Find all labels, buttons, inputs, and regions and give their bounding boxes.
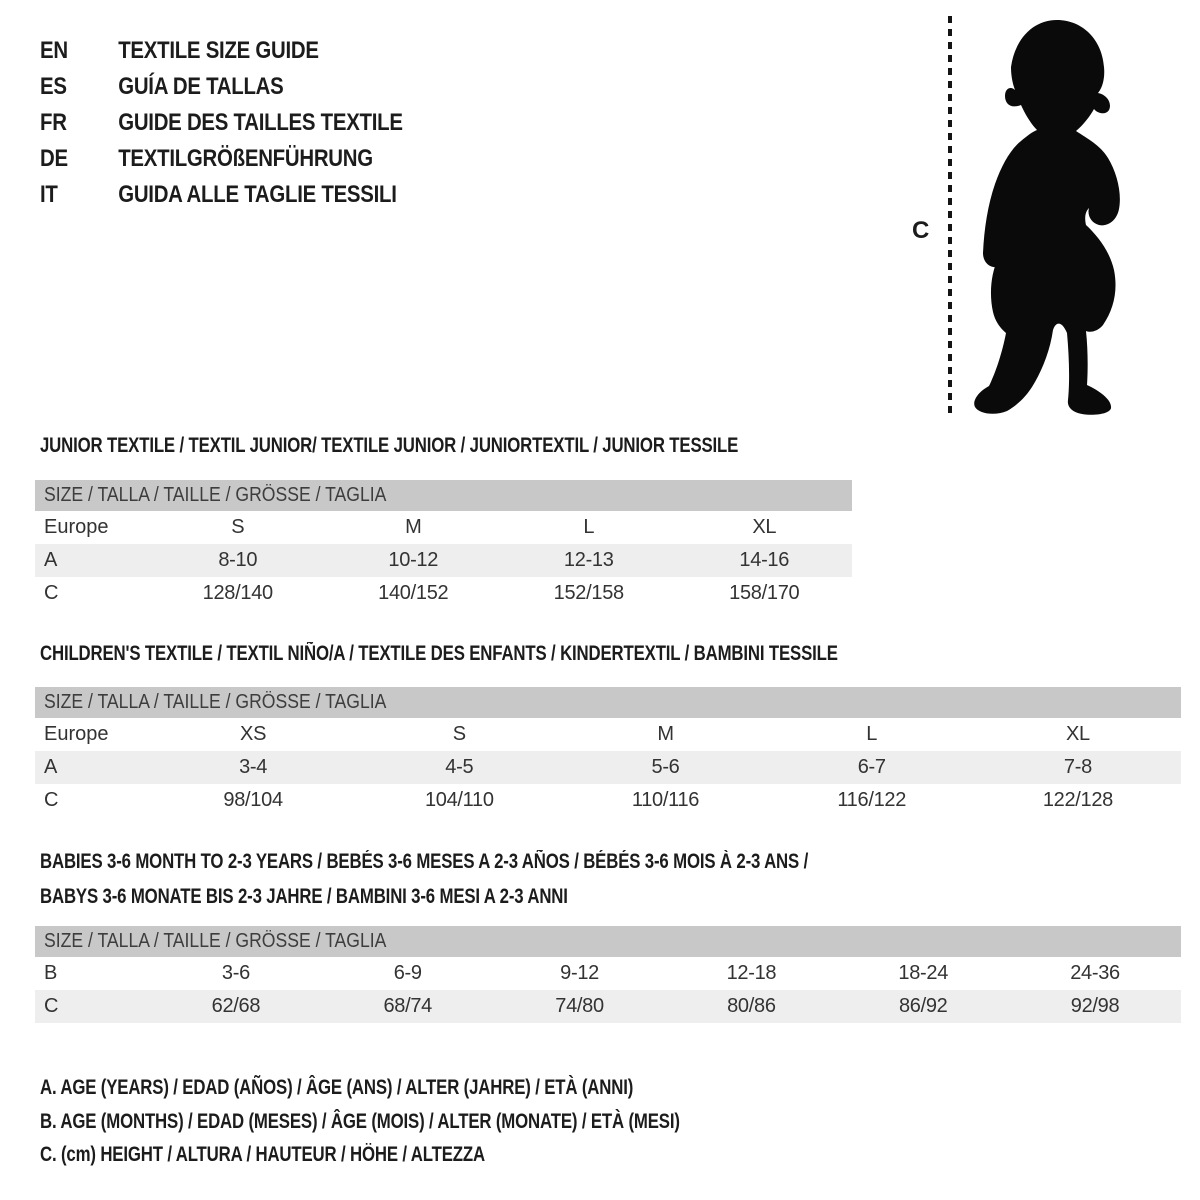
- language-title: TEXTILGRÖßENFÜHRUNG: [118, 145, 373, 172]
- table-header: [35, 480, 852, 511]
- cell: 9-12: [560, 962, 599, 984]
- cell: 86/92: [898, 995, 948, 1017]
- table-row: [35, 511, 852, 544]
- language-row: [40, 141, 403, 177]
- cell: 62/68: [211, 995, 261, 1017]
- cell: 92/98: [1070, 995, 1120, 1017]
- height-measure-label: C: [912, 217, 930, 244]
- table-header-label: SIZE / TALLA / TAILLE / GRÖSSE / TAGLIA: [44, 484, 387, 506]
- cell: M: [657, 723, 674, 745]
- language-row: [40, 105, 403, 141]
- row-label: Europe: [44, 516, 109, 538]
- cell: 68/74: [383, 995, 433, 1017]
- cell: 128/140: [202, 582, 273, 604]
- cell: S: [231, 516, 245, 538]
- cell: 3-4: [239, 756, 268, 778]
- height-measure-dashed-line: [948, 16, 952, 416]
- cell: 116/122: [837, 789, 907, 811]
- cell: 12-13: [563, 549, 614, 571]
- cell: 5-6: [651, 756, 680, 778]
- table-row: [35, 957, 1181, 990]
- cell: 122/128: [1042, 789, 1114, 811]
- section-title-children: CHILDREN'S TEXTILE / TEXTIL NIÑO/A / TEXTILE DES ENFANTS / KINDERTEXTIL / BAMBINI TESSILE: [40, 642, 838, 665]
- size-table-babies: [35, 926, 1181, 1023]
- cell: 152/158: [553, 582, 624, 604]
- table-row: [35, 718, 1181, 751]
- language-title: GUÍA DE TALLAS: [118, 73, 284, 100]
- cell: 12-18: [726, 962, 777, 984]
- language-title: TEXTILE SIZE GUIDE: [118, 37, 319, 64]
- cell: 3-6: [221, 962, 250, 984]
- language-row: [40, 69, 403, 105]
- cell: 18-24: [898, 962, 949, 984]
- cell: 140/152: [378, 582, 449, 604]
- cell: 74/80: [555, 995, 604, 1017]
- cell: L: [583, 516, 595, 538]
- note-age-years: A. AGE (YEARS) / EDAD (AÑOS) / ÂGE (ANS) / ALTER (JAHRE) / ETÀ (ANNI): [40, 1076, 634, 1099]
- size-table-children: [35, 687, 1181, 817]
- cell: 6-9: [393, 962, 422, 984]
- table-header: [35, 687, 1181, 718]
- language-row: [40, 33, 403, 69]
- cell: 8-10: [218, 549, 258, 571]
- row-label: C: [44, 582, 59, 604]
- table-row: [35, 751, 1181, 784]
- language-code: DE: [40, 145, 68, 172]
- language-code: IT: [40, 181, 58, 208]
- cell: XL: [1065, 723, 1090, 745]
- cell: XL: [752, 516, 777, 538]
- cell: 110/116: [631, 789, 700, 811]
- language-code: FR: [40, 109, 67, 136]
- row-label: A: [44, 549, 58, 571]
- note-age-months: B. AGE (MONTHS) / EDAD (MESES) / ÂGE (MOIS) / ALTER (MONATE) / ETÀ (MESI): [40, 1110, 680, 1133]
- language-row: [40, 177, 403, 213]
- language-code: ES: [40, 73, 67, 100]
- note-height-cm: C. (cm) HEIGHT / ALTURA / HAUTEUR / HÖHE / ALTEZZA: [40, 1143, 485, 1166]
- cell: XS: [240, 723, 267, 745]
- section-title-babies-line2: BABYS 3-6 MONATE BIS 2-3 JAHRE / BAMBINI 3-6 MESI A 2-3 ANNI: [40, 885, 568, 908]
- row-label: A: [44, 756, 58, 778]
- baby-silhouette-icon: [962, 14, 1152, 416]
- cell: S: [452, 723, 466, 745]
- cell: 158/170: [729, 582, 800, 604]
- language-title: GUIDA ALLE TAGLIE TESSILI: [118, 181, 397, 208]
- table-row: [35, 990, 1181, 1023]
- table-row: [35, 544, 852, 577]
- row-label: C: [44, 995, 59, 1017]
- table-header-label: SIZE / TALLA / TAILLE / GRÖSSE / TAGLIA: [44, 691, 387, 713]
- table-header-label: SIZE / TALLA / TAILLE / GRÖSSE / TAGLIA: [44, 930, 387, 952]
- language-title: GUIDE DES TAILLES TEXTILE: [118, 109, 403, 136]
- cell: 14-16: [739, 549, 790, 571]
- table-row: [35, 577, 852, 610]
- cell: M: [405, 516, 422, 538]
- table-header: [35, 926, 1181, 957]
- cell: 7-8: [1063, 756, 1092, 778]
- cell: 10-12: [388, 549, 439, 571]
- table-row: [35, 784, 1181, 817]
- section-title-junior: JUNIOR TEXTILE / TEXTIL JUNIOR/ TEXTILE JUNIOR / JUNIORTEXTIL / JUNIOR TESSILE: [40, 434, 739, 457]
- row-label: Europe: [44, 723, 109, 745]
- cell: L: [866, 723, 878, 745]
- cell: 24-36: [1070, 962, 1120, 984]
- cell: 98/104: [223, 789, 283, 811]
- row-label: C: [44, 789, 59, 811]
- cell: 104/110: [424, 789, 494, 811]
- cell: 4-5: [445, 756, 474, 778]
- language-list: [40, 33, 467, 213]
- size-table-junior: [35, 480, 852, 610]
- row-label: B: [44, 962, 58, 984]
- section-title-babies-line1: BABIES 3-6 MONTH TO 2-3 YEARS / BEBÉS 3-6 MESES A 2-3 AÑOS / BÉBÉS 3-6 MOIS À 2-3 ANS /: [40, 850, 809, 873]
- language-code: EN: [40, 37, 68, 64]
- cell: 6-7: [857, 756, 886, 778]
- cell: 80/86: [727, 995, 776, 1017]
